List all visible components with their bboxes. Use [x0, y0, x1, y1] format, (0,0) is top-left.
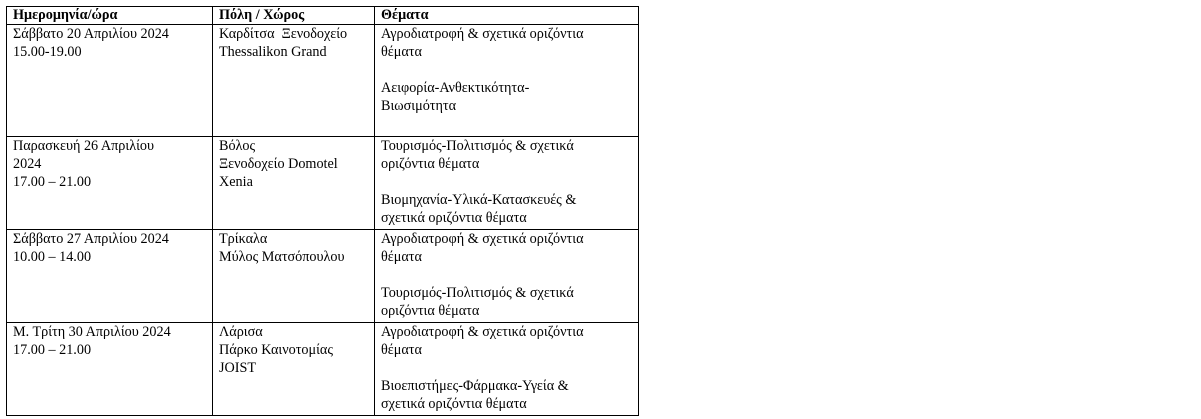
- table-row: [7, 137, 639, 230]
- topic-text: θέματα: [381, 44, 422, 60]
- place-text: Ξενοδοχείο Domotel: [219, 156, 338, 172]
- time-text: 10.00 – 14.00: [13, 249, 92, 265]
- topic-text: Βιοεπιστήμες-Φάρμακα-Υγεία &: [381, 378, 569, 394]
- place-text: Μύλος Ματσόπουλου: [219, 249, 345, 265]
- topics-cell: [375, 323, 639, 416]
- date-text: Παρασκευή 26 Απριλίου: [13, 138, 155, 154]
- topic-text: οριζόντια θέματα: [381, 156, 480, 172]
- time-text: 17.00 – 21.00: [13, 342, 92, 358]
- place-text: JOIST: [219, 360, 257, 376]
- place-text: Καρδίτσα Ξενοδοχείο: [219, 26, 348, 42]
- date-text: 2024: [13, 156, 42, 172]
- date-cell: [7, 230, 213, 323]
- topic-text: Αγροδιατροφή & σχετικά οριζόντια: [381, 26, 584, 42]
- table-row: [7, 25, 639, 137]
- topic-text: θέματα: [381, 249, 422, 265]
- place-text: Xenia: [219, 174, 253, 190]
- place-text: Βόλος: [219, 138, 256, 154]
- date-text: Σάββατο 20 Απριλίου 2024: [13, 26, 169, 42]
- topic-text: Τουρισμός-Πολιτισμός & σχετικά: [381, 138, 574, 154]
- date-text: Σάββατο 27 Απριλίου 2024: [13, 231, 169, 247]
- time-text: 15.00-19.00: [13, 44, 82, 60]
- header-date: Ημερομηνία/ώρα: [7, 7, 213, 25]
- topic-text: Τουρισμός-Πολιτισμός & σχετικά: [381, 285, 574, 301]
- topic-text: σχετικά οριζόντια θέματα: [381, 210, 527, 226]
- place-text: Thessalikon Grand: [219, 44, 327, 60]
- table-row: [7, 230, 639, 323]
- topic-text: οριζόντια θέματα: [381, 303, 480, 319]
- place-cell: [213, 137, 375, 230]
- topic-text: Αγροδιατροφή & σχετικά οριζόντια: [381, 324, 584, 340]
- header-place: Πόλη / Χώρος: [213, 7, 375, 25]
- place-text: Τρίκαλα: [219, 231, 268, 247]
- date-cell: [7, 323, 213, 416]
- topic-text: σχετικά οριζόντια θέματα: [381, 396, 527, 412]
- topics-cell: [375, 230, 639, 323]
- topic-text: Βιομηχανία-Υλικά-Κατασκευές &: [381, 192, 577, 208]
- schedule-table: [6, 6, 639, 416]
- date-text: Μ. Τρίτη 30 Απριλίου 2024: [13, 324, 171, 340]
- topics-cell: [375, 137, 639, 230]
- topic-text: Αειφορία-Ανθεκτικότητα-: [381, 80, 530, 96]
- place-cell: [213, 230, 375, 323]
- date-cell: [7, 25, 213, 137]
- topic-text: Αγροδιατροφή & σχετικά οριζόντια: [381, 231, 584, 247]
- header-row: [7, 7, 639, 25]
- place-text: Πάρκο Καινοτομίας: [219, 342, 333, 358]
- date-cell: [7, 137, 213, 230]
- topic-text: Βιωσιμότητα: [381, 98, 457, 114]
- topics-cell: [375, 25, 639, 137]
- place-cell: [213, 323, 375, 416]
- place-text: Λάρισα: [219, 324, 263, 340]
- time-text: 17.00 – 21.00: [13, 174, 92, 190]
- place-cell: [213, 25, 375, 137]
- header-topics: Θέματα: [375, 7, 639, 25]
- topic-text: θέματα: [381, 342, 422, 358]
- table-row: [7, 323, 639, 416]
